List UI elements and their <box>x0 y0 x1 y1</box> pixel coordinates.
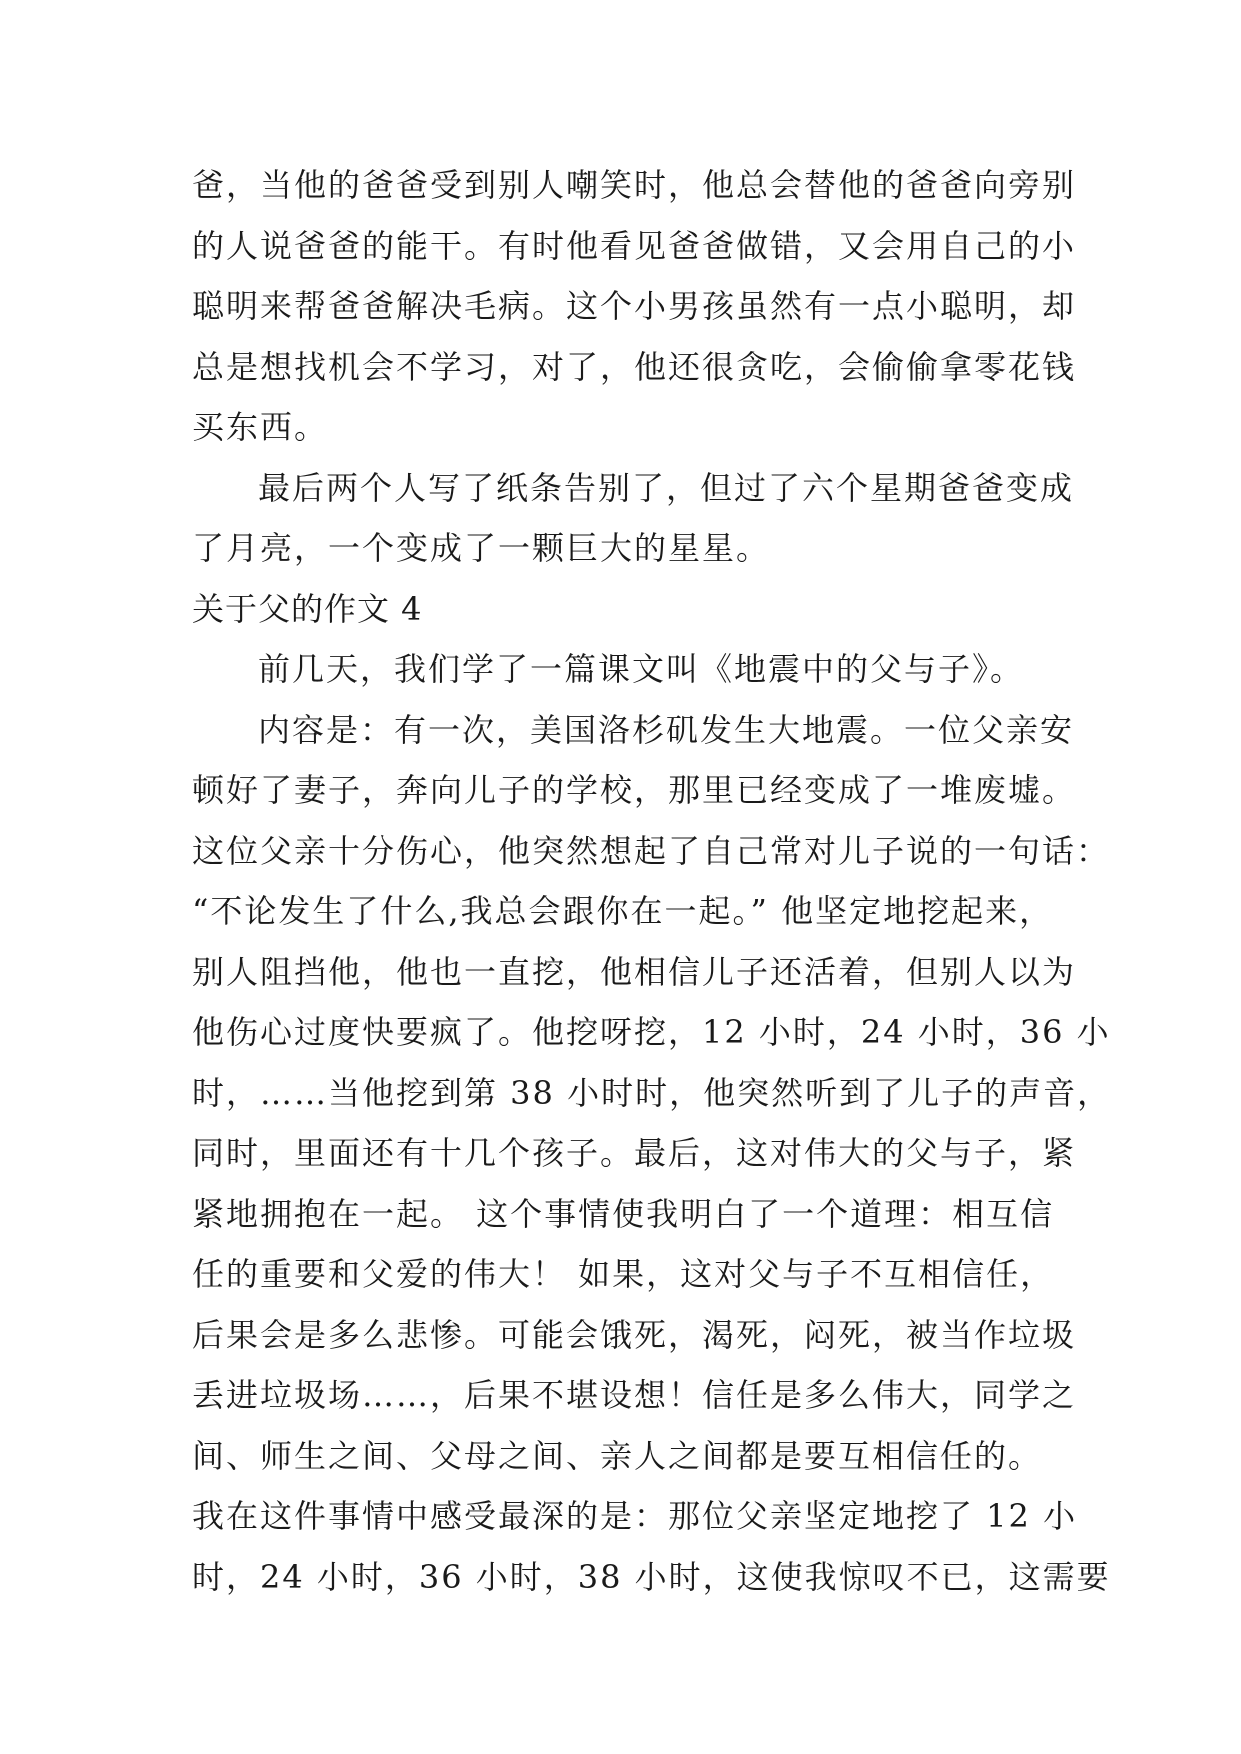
text-line: 顿好了妻子，奔向儿子的学校，那里已经变成了一堆废墟。 <box>192 771 1077 809</box>
text-line: 总是想找机会不学习，对了，他还很贪吃，会偷偷拿零花钱 <box>192 347 1077 386</box>
section-heading: 关于父的作文 4 <box>192 589 423 628</box>
paragraph-start-line: 内容是：有一次，美国洛杉矶发生大地震。一位父亲安 <box>258 710 1075 749</box>
text-line: 丢进垃圾场……，后果不堪设想！信任是多么伟大，同学之 <box>192 1376 1077 1414</box>
text-line: 任的重要和父爱的伟大！ 如果，这对父与子不互相信任， <box>192 1255 1055 1293</box>
text-line: “不论发生了什么,我总会跟你在一起。” 他坚定地挖起来， <box>192 892 1054 930</box>
text-line: 了月亮，一个变成了一颗巨大的星星。 <box>192 529 771 567</box>
text-line: 聪明来帮爸爸解决毛病。这个小男孩虽然有一点小聪明，却 <box>192 287 1077 325</box>
text-line: 我在这件事情中感受最深的是：那位父亲坚定地挖了 12 小 <box>192 1497 1078 1535</box>
text-line: 后果会是多么悲惨。可能会饿死，渴死，闷死，被当作垃圾 <box>192 1315 1077 1354</box>
text-line: 买东西。 <box>192 408 329 446</box>
text-line: 他伤心过度快要疯了。他挖呀挖，12 小时，24 小时，36 小 <box>192 1013 1111 1051</box>
paragraph-start-line: 前几天，我们学了一篇课文叫《地震中的父与子》。 <box>258 650 1025 688</box>
text-line: 爸，当他的爸爸受到别人嘲笑时，他总会替他的爸爸向旁别 <box>192 166 1077 204</box>
paragraph-start-line: 最后两个人写了纸条告别了，但过了六个星期爸爸变成 <box>258 468 1075 507</box>
text-line: 紧地拥抱在一起。 这个事情使我明白了一个道理：相互信 <box>192 1194 1055 1233</box>
text-line: 间、师生之间、父母之间、亲人之间都是要互相信任的。 <box>192 1436 1043 1475</box>
text-line: 的人说爸爸的能干。有时他看见爸爸做错，又会用自己的小 <box>192 226 1077 265</box>
text-line: 这位父亲十分伤心，他突然想起了自己常对儿子说的一句话： <box>192 831 1111 870</box>
text-line: 时，……当他挖到第 38 小时时，他突然听到了儿子的声音， <box>192 1073 1112 1112</box>
text-line: 同时，里面还有十几个孩子。最后，这对伟大的父与子，紧 <box>192 1134 1077 1172</box>
text-line: 时，24 小时，36 小时，38 小时，这使我惊叹不已，这需要 <box>192 1557 1111 1596</box>
text-line: 别人阻挡他，他也一直挖，他相信儿子还活着，但别人以为 <box>192 952 1077 991</box>
document-body <box>192 155 1112 1607</box>
